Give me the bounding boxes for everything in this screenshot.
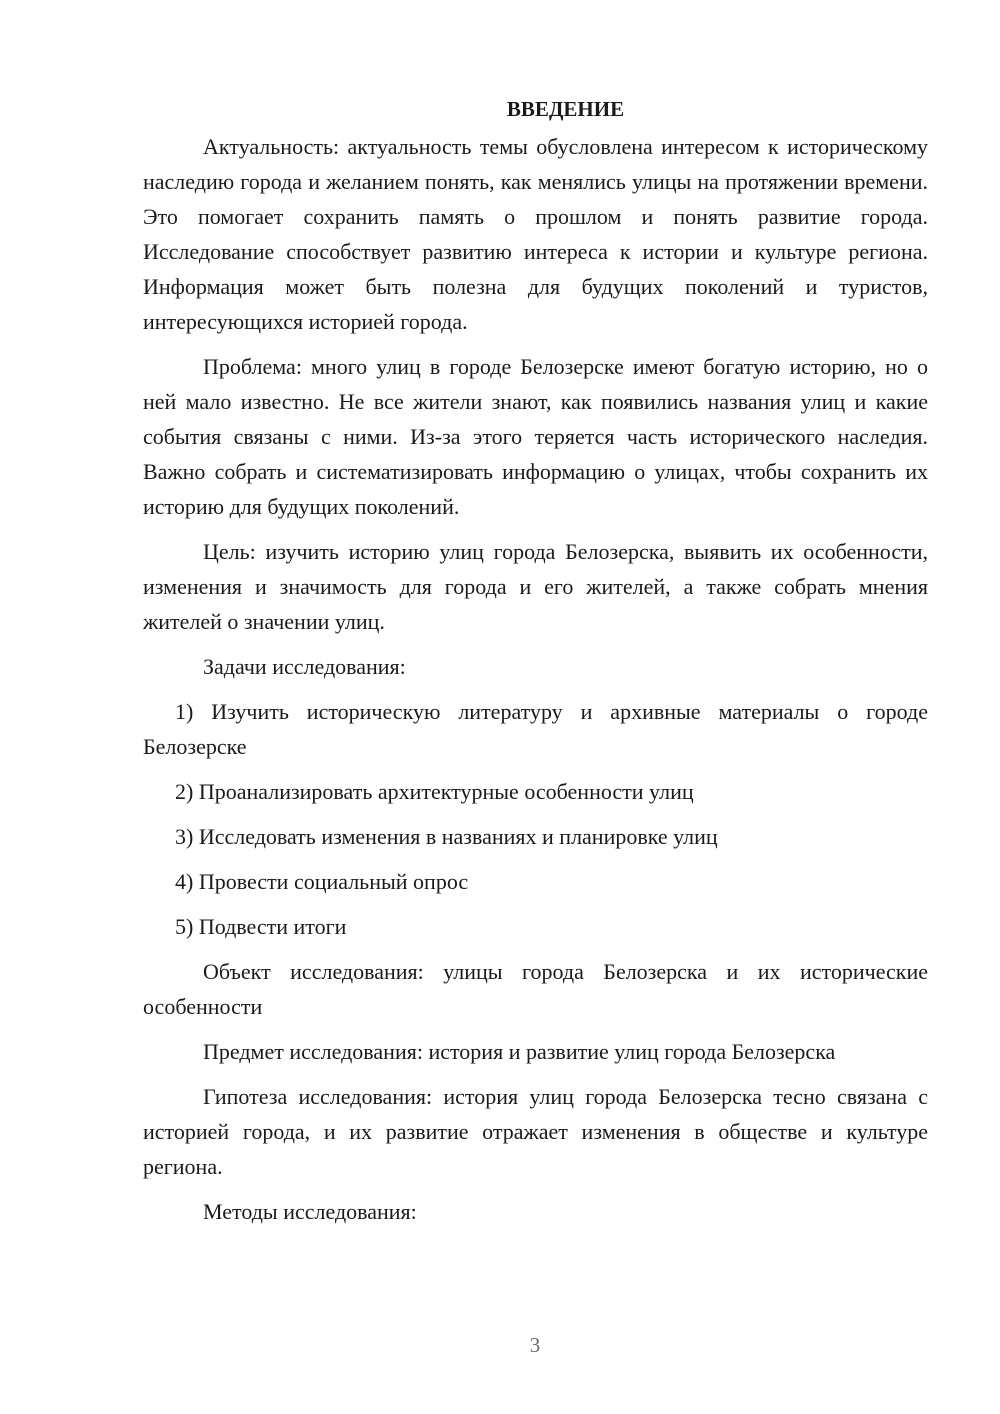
task-item: 2) Проанализировать архитектурные особенности улиц xyxy=(175,779,694,804)
task-item: 3) Исследовать изменения в названиях и планировке улиц xyxy=(175,824,718,849)
subject-paragraph: Предмет исследования: история и развитие улиц города Белозерска xyxy=(203,1039,836,1064)
task-item: 4) Провести социальный опрос xyxy=(175,869,469,894)
page-number: 3 xyxy=(529,1333,541,1357)
tasks-title: Задачи исследования: xyxy=(203,654,406,679)
document-page xyxy=(143,92,928,1239)
methods-title: Методы исследования: xyxy=(203,1199,417,1224)
tasks-list xyxy=(143,694,928,944)
problem-paragraph: Проблема: много улиц в городе Белозерске имеют богатую историю, но о ней мало известно. Не все жители знают, как появились названия улиц и какие события связаны с ними. Из-за этого теряется часть исторического наследия. Важно собрать и систематизировать информацию о улицах, чтобы сохранить их историю для будущих поколений. xyxy=(143,354,928,519)
hypothesis-paragraph: Гипотеза исследования: история улиц города Белозерска тесно связана с историей города, и их развитие отражает изменения в обществе и культуре региона. xyxy=(143,1084,928,1179)
task-item: 1) Изучить историческую литературу и архивные материалы о городе Белозерске xyxy=(143,699,928,759)
relevance-paragraph: Актуальность: актуальность темы обусловлена интересом к историческому наследию города и желанием понять, как менялись улицы на протяжении времени. Это помогает сохранить память о прошлом и понять развитие города. Исследование способствует развитию интереса к истории и культуре региона. Информация может быть полезна для будущих поколений и туристов, интересующихся историей города. xyxy=(143,134,928,334)
object-paragraph: Объект исследования: улицы города Белозерска и их исторические особенности xyxy=(143,959,928,1019)
task-item: 5) Подвести итоги xyxy=(175,914,347,939)
goal-paragraph: Цель: изучить историю улиц города Белозерска, выявить их особенности, изменения и значимость для города и его жителей, а также собрать мнения жителей о значении улиц. xyxy=(143,539,928,634)
section-heading: ВВЕДЕНИЕ xyxy=(506,97,625,121)
